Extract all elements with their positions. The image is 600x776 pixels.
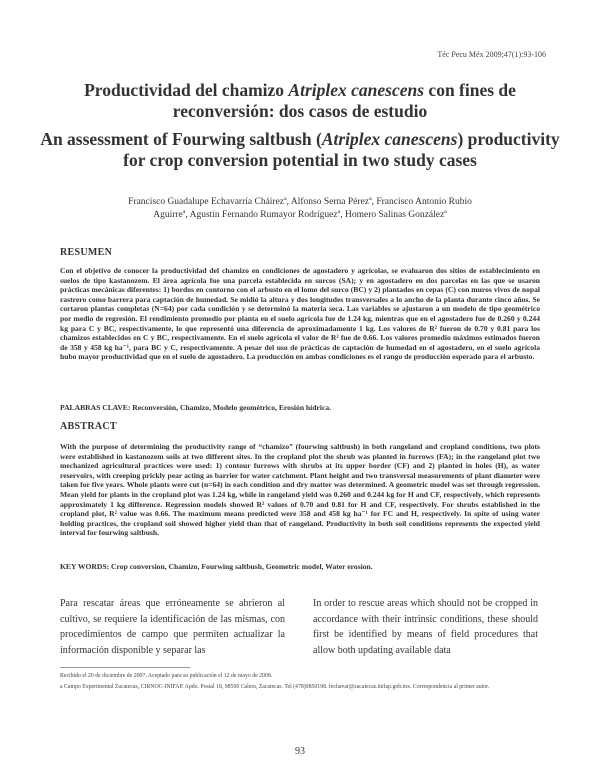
abstract-body: With the purpose of determining the productivity range of “chamizo” (fourwing saltbush) in both rangeland and cropland conditions, two plots were established in kastanozem soils at two different sites. In the cropland plot the shrub was planted in furrows (FA); in the rangeland plot two mechanized agricultural practices were used: 1) contour furrows with shrubs at its upper border (CF) and 2) planted in holes (H), as water reservoirs, with creeping prickly pear acting as barrier for water catchment. Plant height and two transversal measurements of plant diameter were taken for five years. Whole plants were cut (n=64) in each condition and dry matter was determined. A geometric model was set through regression. Mean yield for plants in the cropland plot was 1.24 kg, while in rangeland yield was 0.260 and 0.244 kg for H and CF, respectively, which represents approximately 1 kg difference. Regression models showed R² values of 0.70 and 0.81 for H and CF, respectively. For shrubs established in the cropland plot, R² value was 0.66. The maximum means predicted were 358 and 458 kg ha⁻¹ for FC and H, respectively. In spite of using water holding practices, the cropland soil showed higher yield than that of rangeland. Productivity in both soil conditions represents the expected yield interval for fourwing saltbush.	[60, 442, 540, 538]
title-spanish: Productividad del chamizo Atriplex canescens con fines de reconversión: dos casos de estudio	[84, 80, 516, 121]
author-list: Francisco Guadalupe Echavarría Cháirezª, Alfonso Serna Pérezª, Francisco Antonio Rubio Aguirreª, Agustín Fernando Rumayor Rodríguezª, Homero Salinas Gonzálezª	[128, 197, 472, 220]
intro-spanish-column: Para rescatar áreas que erróneamente se abrieron al cultivo, se requiere la identificación de las mismas, con procedimientos de campo que permiten actualizar la información disponible y separar las	[60, 598, 285, 656]
abstract-heading: ABSTRACT	[60, 421, 117, 432]
key-words: KEY WORDS: Crop conversion, Chamizo, Fourwing saltbush, Geometric model, Water erosion.	[60, 562, 373, 571]
resumen-body: Con el objetivo de conocer la productividad del chamizo en condiciones de agostadero y agrícolas, se evaluaron dos sitios de establecimiento en suelos de tipo kastanozem. El área agrícola fue una parcela establecida en surcos (SA); y en agostadero en dos parcelas en las que se usaron prácticas mecánicas diferentes: 1) bordos en contorno con el arbusto en el lomo del surco (BC) y 2) plantados en cepas (C) con muros vivos de nopal rastrero como barrera para captación de humedad. Se midió la altura y dos longitudes transversales a lo ancho de la planta durante cinco años. Se cortaron plantas completas (N=64) por cada condición y se determinó la materia seca. Las variables se ajustaron a un modelo de tipo geométrico por medio de regresión. El rendimiento promedio por planta en el suelo agrícola fue de 1.24 kg, mientras que en el agostadero fue de 0.260 y 0.244 kg para C y BC, respectivamente, lo que representó una diferencia de aproximadamente 1 kg. Los valores de R² fueron de 0.70 y 0.81 para los chamizos establecidos en C y BC, respectivamente. En el suelo agrícola el valor de R² fue de 0.66. Los valores promedio máximos estimados fueron de 358 y 458 kg ha⁻¹, para BC y C, respectivamente. A pesar del uso de prácticas de captación de humedad en el agostadero, en el suelo agrícola hubo mayor productividad que en el suelo de agostadero. La producción en ambas condiciones es el rango de producción esperado para el arbusto.	[60, 266, 540, 362]
footnote-divider	[60, 667, 190, 668]
footnote-affiliation: a Campo Experimental Zacatecas, CIRNOC-INIFAP. Apdo. Postal 18, 98500 Calera, Zacatecas. Tel (478)9850198. fechavar@zacatecas.inifap.gob.mx. Correspondencia al primer autor.	[60, 684, 490, 690]
intro-english-column: In order to rescue areas which should not be cropped in accordance with their intrinsic conditions, these should first be identified by means of field procedures that allow both updating available data	[313, 598, 538, 656]
page-number: 93	[295, 746, 305, 757]
resumen-heading: RESUMEN	[60, 247, 113, 258]
title-english: An assessment of Fourwing saltbush (Atriplex canescens) productivity for crop conversion potential in two study cases	[40, 129, 560, 170]
journal-reference: Téc Pecu Méx 2009;47(1):93-106	[437, 50, 546, 59]
footnote-dates: Recibido el 20 de diciembre de 2007. Aceptado para su publicación el 12 de mayo de 2008.	[60, 673, 273, 679]
palabras-clave: PALABRAS CLAVE: Reconversión, Chamizo, Modelo geométrico, Erosión hídrica.	[60, 403, 332, 412]
